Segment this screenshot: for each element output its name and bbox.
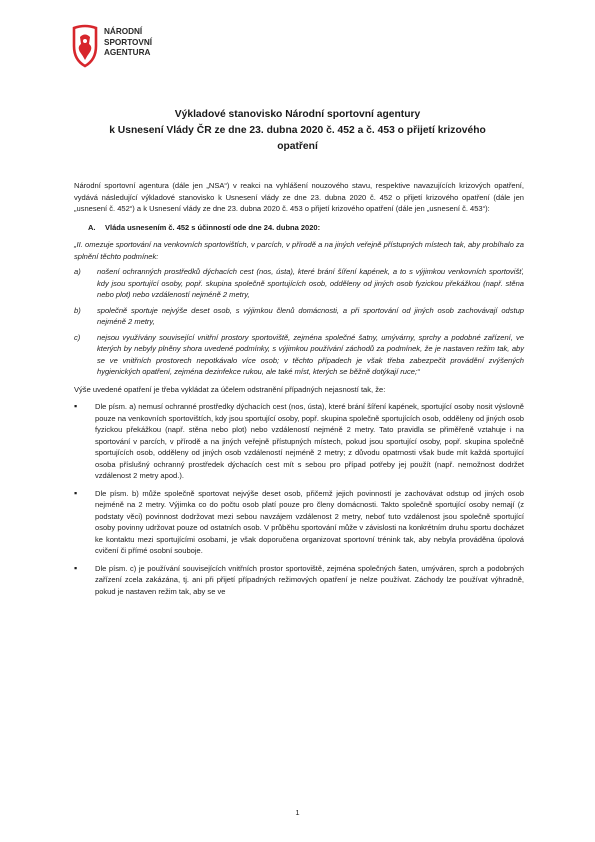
bullet-item <box>74 563 524 598</box>
title-line-3: opatření <box>277 141 318 152</box>
title-line-1: Výkladové stanovisko Národní sportovní agentury <box>174 109 421 120</box>
quote-item-text: nejsou využívány související vnitřní prostory sportoviště, zejména společné šatny, umývárny, sprchy a podobné zařízení, ve kterých by nebyly plněny shora uvedené podmínky, s výjimkou používání záchodů za podmínek, že je nastaven režim tak, aby se ve vnitřních prostorech nepotkávalo více osob; v těchto případech je však třeba zabezpečit provádění zvýšených hygienických opatření, zejména dezinfekce rukou, ale také míst, kterých se běžně dotýkají ruce;“ <box>97 332 524 376</box>
logo-wordmark <box>104 27 152 59</box>
bullet-marker: ▪ <box>74 487 78 498</box>
quote-item-marker: a) <box>74 267 81 276</box>
bullet-text: Dle písm. a) nemusí ochranné prostředky dýchacích cest (nos, ústa), které brání šíření kapének, sportující osoby nosit výslovně pouze na venkovních sportovištích, kdy jsou sportující osoby, popř. skupina společně sportujících osob, odděleny od jiných osob fyzickou překážkou (např. stěna nebo plot) nebo vzdáleností nejméně 2 metry. Tato pravidla se přiměřeně vztahuje i na sportování v parcích, v přírodě a na jiných veřejně přístupných místech, pokud jsou sportující osoby, popř. skupina společně sportujících osob, odděleny od jiných osob vzdáleností nejméně 2 metry; z důvodu opatrnosti však bude mít každá sportující osoba příslušný ochranný prostředek dýchacích cest mít s sebou pro případ potřeby jej použít (např. nemožnost dodržet vzdálenost 2 metry apod.). <box>95 402 524 480</box>
nsa-logo <box>70 24 200 74</box>
quote-item <box>74 332 524 378</box>
bullet-item <box>74 488 524 557</box>
document-body <box>74 180 524 597</box>
bullet-marker: ▪ <box>74 401 78 411</box>
lion-shield-icon <box>70 24 100 68</box>
section-marker: A. <box>88 222 96 232</box>
bullet-text: Dle písm. c) je používání souvisejících vnitřních prostor sportoviště, zejména společných šaten, umýváren, sprch a podobných zařízení zcela zakázána, tj. ani při přijetí případných režimových opatření je nelze používat. Záchody lze používat výhradně, pokud je nastaven režim tak, aby se ve <box>95 563 524 596</box>
quote-item <box>74 305 524 328</box>
section-a-heading <box>88 222 524 234</box>
intro-paragraph: Národní sportovní agentura (dále jen „NSA“) v reakci na vyhlášení nouzového stavu, respektive navazujících krizových opatření, vydává následující výkladové stanovisko k Usnesení vlády ze dne 23. dubna 2020 č. 452 o přijetí krizového opatření (dále jen „usnesení č. 452“) a k Usnesení vlády ze dne 23. dubna 2020 č. 453 o přijetí krizového opatření (dále jen „usnesení č. 453“): <box>74 181 524 213</box>
quote-item-text: společně sportuje nejvýše deset osob, s výjimkou členů domácnosti, a při sportování od jiných osob zachovávají odstup nejméně 2 metry, <box>97 305 524 326</box>
logo-line-2: SPORTOVNÍ <box>104 37 153 47</box>
page-number: 1 <box>295 808 300 817</box>
document-title <box>60 107 535 155</box>
section-heading-text: Vláda usnesením č. 452 s účinností ode dne 24. dubna 2020: <box>105 222 321 232</box>
title-line-2: k Usnesení Vlády ČR ze dne 23. dubna 2020 č. 452 a č. 453 o přijetí krizového <box>109 125 486 136</box>
logo-line-1: NÁRODNÍ <box>104 27 143 36</box>
quote-item <box>74 266 524 301</box>
explanation-intro: Výše uvedené opatření je třeba vykládat za účelem odstranění případných nejasností tak, že: <box>74 384 386 394</box>
bullet-marker: ▪ <box>74 562 78 573</box>
quote-item-marker: c) <box>74 332 81 342</box>
logo-line-3: AGENTURA <box>104 48 151 57</box>
quote-item-marker: b) <box>74 305 81 315</box>
quote-intro: „II. omezuje sportování na venkovních sportovištích, v parcích, v přírodě a na jiných veřejně přístupných místech tak, aby probíhalo za splnění těchto podmínek: <box>74 240 524 261</box>
bullet-item <box>74 401 524 482</box>
quote-item-text: nošení ochranných prostředků dýchacích cest (nos, ústa), které brání šíření kapének, a to s výjimkou venkovních sportovišť, kdy jsou sportující osoby, popř. skupina společně sportujících osob, odděleny od jiných osob fyzickou překážkou (např. stěna nebo plot) nebo vzdáleností nejméně 2 metry, <box>97 267 524 299</box>
bullet-text: Dle písm. b) může společně sportovat nejvýše deset osob, přičemž jejich povinností je zachovávat odstup od jiných osob nejméně na 2 metry. Výjimka co do počtu osob platí pouze pro členy domácnosti. Takto společně sportující osoby nemají (z podstaty věci) povinnost dodržovat mezi sebou navzájem vzdálenost 2 metry, neboť tuto vzdálenost jsou společně sportující osoby povinny udržovat pouze od ostatních osob. V průběhu sportování může v závislosti na konkrétním druhu sportu docházet ke kontaktu mezi sportujícími osobami, je však doporučena organizovat sportovní trénink tak, aby nebyla prováděna úpolová cvičení či přímé osobní souboje. <box>95 488 524 555</box>
